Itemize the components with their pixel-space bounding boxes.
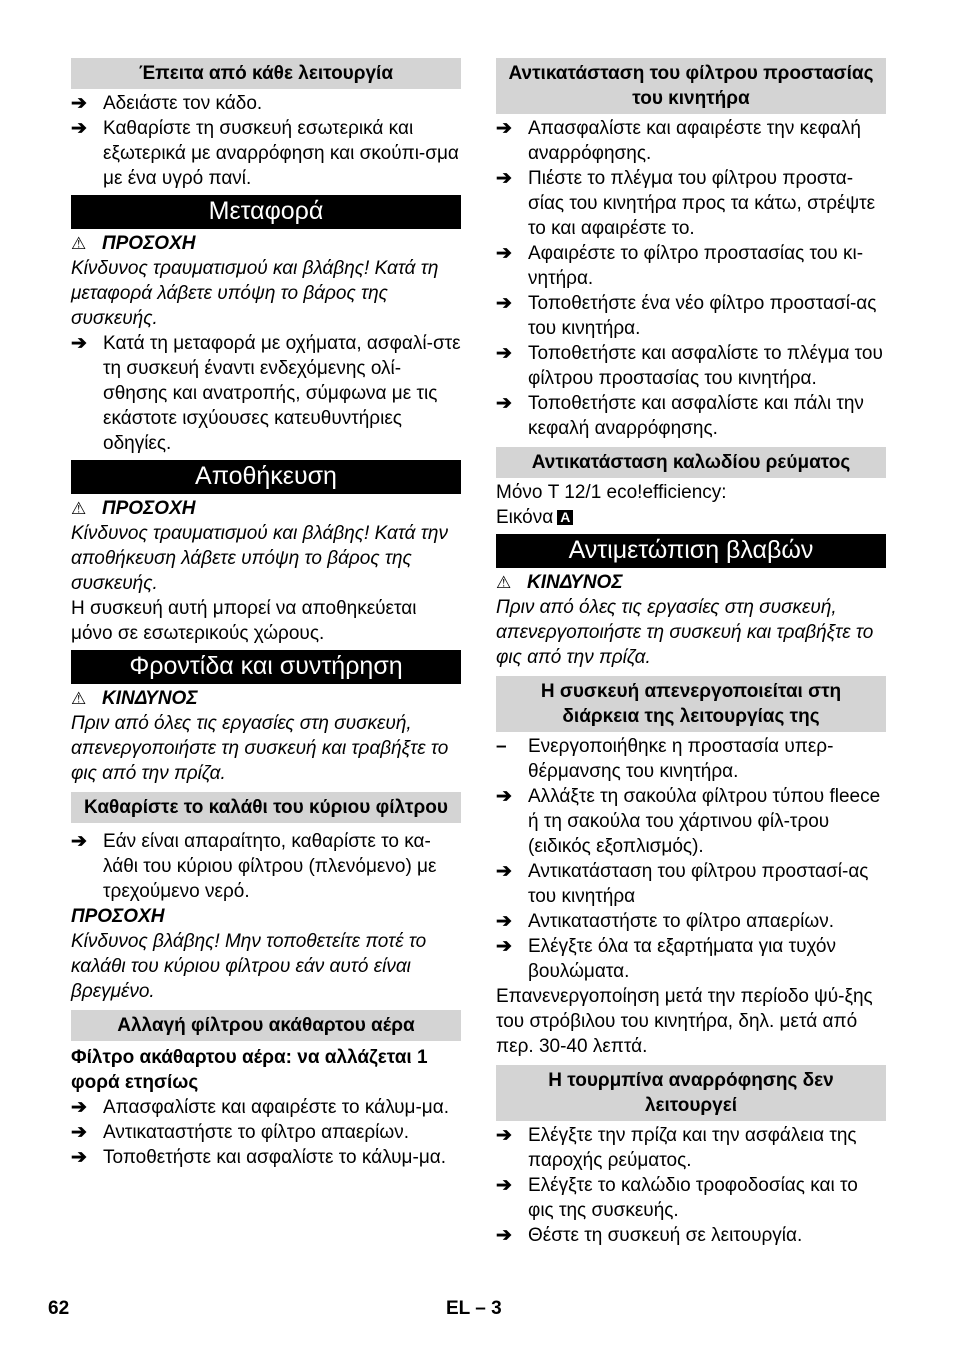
arrow-right-icon: ➔ (496, 293, 512, 314)
cable-figure-ref: Εικόνα A (496, 505, 886, 530)
heading-troubleshooting: Αντιμετώπιση βλαβών (496, 534, 886, 568)
list-item: ➔ Αδειάστε τον κάδο. (71, 93, 263, 114)
left-column (71, 58, 461, 1170)
figure-letter-badge: A (557, 510, 573, 525)
heading-turbine: Η τουρμπίνα αναρρόφησης δεν λειτουργεί (496, 1065, 886, 1121)
list-item: ➔ Απασφαλίστε και αφαιρέστε την κεφαλή αναρρόφησης. (496, 118, 861, 164)
warning-text: Κίνδυνος τραυματισμού και βλάβης! Κατά τη μεταφορά λάβετε υπόψη το βάρος της συσκευής. (71, 258, 439, 329)
warning-triangle-icon: ⚠ (496, 573, 512, 592)
arrow-right-icon: ➔ (496, 1175, 512, 1196)
storage-text: Η συσκευή αυτή μπορεί να αποθηκεύεται μόνο σε εσωτερικούς χώρους. (71, 598, 417, 644)
arrow-right-icon: ➔ (496, 243, 512, 264)
arrow-right-icon: ➔ (71, 1097, 87, 1118)
warning-triangle-icon: ⚠ (71, 689, 87, 708)
arrow-right-icon: ➔ (71, 93, 87, 114)
arrow-right-icon: ➔ (496, 861, 512, 882)
heading-after-operation: Έπειτα από κάθε λειτουργία (71, 58, 461, 89)
list-item: ➔ Ελέγξτε το καλώδιο τροφοδοσίας και το φις της συσκευής. (496, 1175, 858, 1221)
right-column (496, 58, 886, 1248)
cable-model-text: Μόνο T 12/1 eco!efficiency: (496, 482, 727, 503)
danger-label: ⚠ ΚΙΝΔΥΝΟΣ (496, 572, 623, 593)
list-item: ➔ Κατά τη μεταφορά με οχήματα, ασφαλί-στε τη συσκευή έναντι ενδεχόμενης ολί-σθησης και ανατροπής, σύμφωνα με τις εκάστοτε ισχύουσες κατευθυντήριες οδηγίες. (71, 333, 461, 454)
list-item: ➔ Τοποθετήστε και ασφαλίστε το κάλυμ-μα. (71, 1147, 447, 1168)
list-item: ➔ Τοποθετήστε και ασφαλίστε και πάλι την κεφαλή αναρρόφησης. (496, 393, 864, 439)
language-section: EL – 3 (446, 1298, 502, 1319)
arrow-right-icon: ➔ (496, 118, 512, 139)
list-item: ➔ Αντικαταστήστε το φίλτρο απαερίων. (496, 911, 835, 932)
list-item: ➔ Αφαιρέστε το φίλτρο προστασίας του κι-νητήρα. (496, 243, 864, 289)
heading-device-shutdown: Η συσκευή απενεργοποιείται στη διάρκεια της λειτουργίας της (496, 676, 886, 732)
danger-text: Πριν από όλες τις εργασίες στη συσκευή, απενεργοποιήστε τη συσκευή και τραβήξτε το φις από την πρίζα. (71, 713, 449, 784)
heading-filter-basket: Καθαρίστε το καλάθι του κύριου φίλτρου (71, 792, 461, 823)
list-item: ➔ Αντικατάσταση του φίλτρου προστασί-ας του κινητήρα (496, 861, 869, 907)
list-item: ➔ Τοποθετήστε και ασφαλίστε το πλέγμα του φίλτρου προστασίας του κινητήρα. (496, 343, 883, 389)
list-item: ➔ Τοποθετήστε ένα νέο φίλτρο προστασί-ας του κινητήρα. (496, 293, 877, 339)
page-number: 62 (48, 1298, 70, 1319)
list-item: ➔ Ελέγξτε όλα τα εξαρτήματα για τυχόν βουλώματα. (496, 936, 836, 982)
arrow-right-icon: ➔ (71, 1122, 87, 1143)
warning-label: ⚠ ΠΡΟΣΟΧΗ (71, 233, 196, 254)
list-item: ➔ Εάν είναι απαραίτητο, καθαρίστε το κα-λάθι του κύριου φίλτρου (πλενόμενο) με τρεχούμενο νερό. (71, 831, 437, 902)
arrow-right-icon: ➔ (496, 786, 512, 807)
heading-power-cable: Αντικατάσταση καλωδίου ρεύματος (496, 447, 886, 478)
arrow-right-icon: ➔ (496, 343, 512, 364)
after-op-list (71, 91, 461, 191)
list-item: ➔ Αντικαταστήστε το φίλτρο απαερίων. (71, 1122, 410, 1143)
heading-transport: Μεταφορά (71, 195, 461, 229)
arrow-right-icon: ➔ (71, 1147, 87, 1168)
arrow-right-icon: ➔ (496, 168, 512, 189)
list-item: ➔ Απασφαλίστε και αφαιρέστε το κάλυμ-μα. (71, 1097, 450, 1118)
arrow-right-icon: ➔ (496, 911, 512, 932)
list-item: ➔ Πιέστε το πλέγμα του φίλτρου προστα-σίας του κινητήρα προς τα κάτω, στρέψτε το και αφαιρέστε το. (496, 168, 876, 239)
list-item: ➔ Καθαρίστε τη συσκευή εσωτερικά και εξωτερικά με αναρρόφηση και σκούπι-σμα με ένα υγρό πανί. (71, 118, 459, 189)
warning-text: Κίνδυνος τραυματισμού και βλάβης! Κατά την αποθήκευση λάβετε υπόψη το βάρος της συσκευής. (71, 523, 448, 594)
danger-label: ⚠ ΚΙΝΔΥΝΟΣ (71, 688, 198, 709)
list-item: – Ενεργοποιήθηκε η προστασία υπερ-θέρμανσης του κινητήρα. (496, 736, 834, 782)
list-item: ➔ Ελέγξτε την πρίζα και την ασφάλεια της παροχής ρεύματος. (496, 1125, 857, 1171)
heading-care: Φροντίδα και συντήρηση (71, 650, 461, 684)
list-item: ➔ Θέστε τη συσκευή σε λειτουργία. (496, 1225, 803, 1246)
heading-exhaust-filter: Αλλαγή φίλτρου ακάθαρτου αέρα (71, 1010, 461, 1041)
warning-triangle-icon: ⚠ (71, 499, 87, 518)
list-item: ➔ Αλλάξτε τη σακούλα φίλτρου τύπου fleece ή τη σακούλα του χάρτινου φίλ-τρου (ειδικός εξοπλισμός). (496, 786, 881, 857)
warning-label: ⚠ ΠΡΟΣΟΧΗ (71, 498, 196, 519)
arrow-right-icon: ➔ (71, 333, 87, 354)
heading-motor-filter: Αντικατάσταση του φίλτρου προστασίας του κινητήρα (496, 58, 886, 114)
arrow-right-icon: ➔ (71, 831, 87, 852)
arrow-right-icon: ➔ (496, 393, 512, 414)
warning-text: Κίνδυνος βλάβης! Μην τοποθετείτε ποτέ το καλάθι του κύριου φίλτρου εάν αυτό είναι βρεγμένο. (71, 931, 427, 1002)
restart-text: Επανενεργοποίηση μετά την περίοδο ψύ-ξης του στρόβιλου του κινητήρα, δηλ. μετά από περ. 30-40 λεπτά. (496, 986, 873, 1057)
arrow-right-icon: ➔ (71, 118, 87, 139)
arrow-right-icon: ➔ (496, 1225, 512, 1246)
exhaust-interval: Φίλτρο ακάθαρτου αέρα: να αλλάζεται 1 φορά ετησίως (71, 1047, 428, 1093)
warning-label: ΠΡΟΣΟΧΗ (71, 906, 165, 927)
dash-bullet: – (496, 736, 507, 757)
heading-storage: Αποθήκευση (71, 460, 461, 494)
arrow-right-icon: ➔ (496, 936, 512, 957)
warning-triangle-icon: ⚠ (71, 234, 87, 253)
arrow-right-icon: ➔ (496, 1125, 512, 1146)
danger-text: Πριν από όλες τις εργασίες στη συσκευή, απενεργοποιήστε τη συσκευή και τραβήξτε το φις από την πρίζα. (496, 597, 874, 668)
